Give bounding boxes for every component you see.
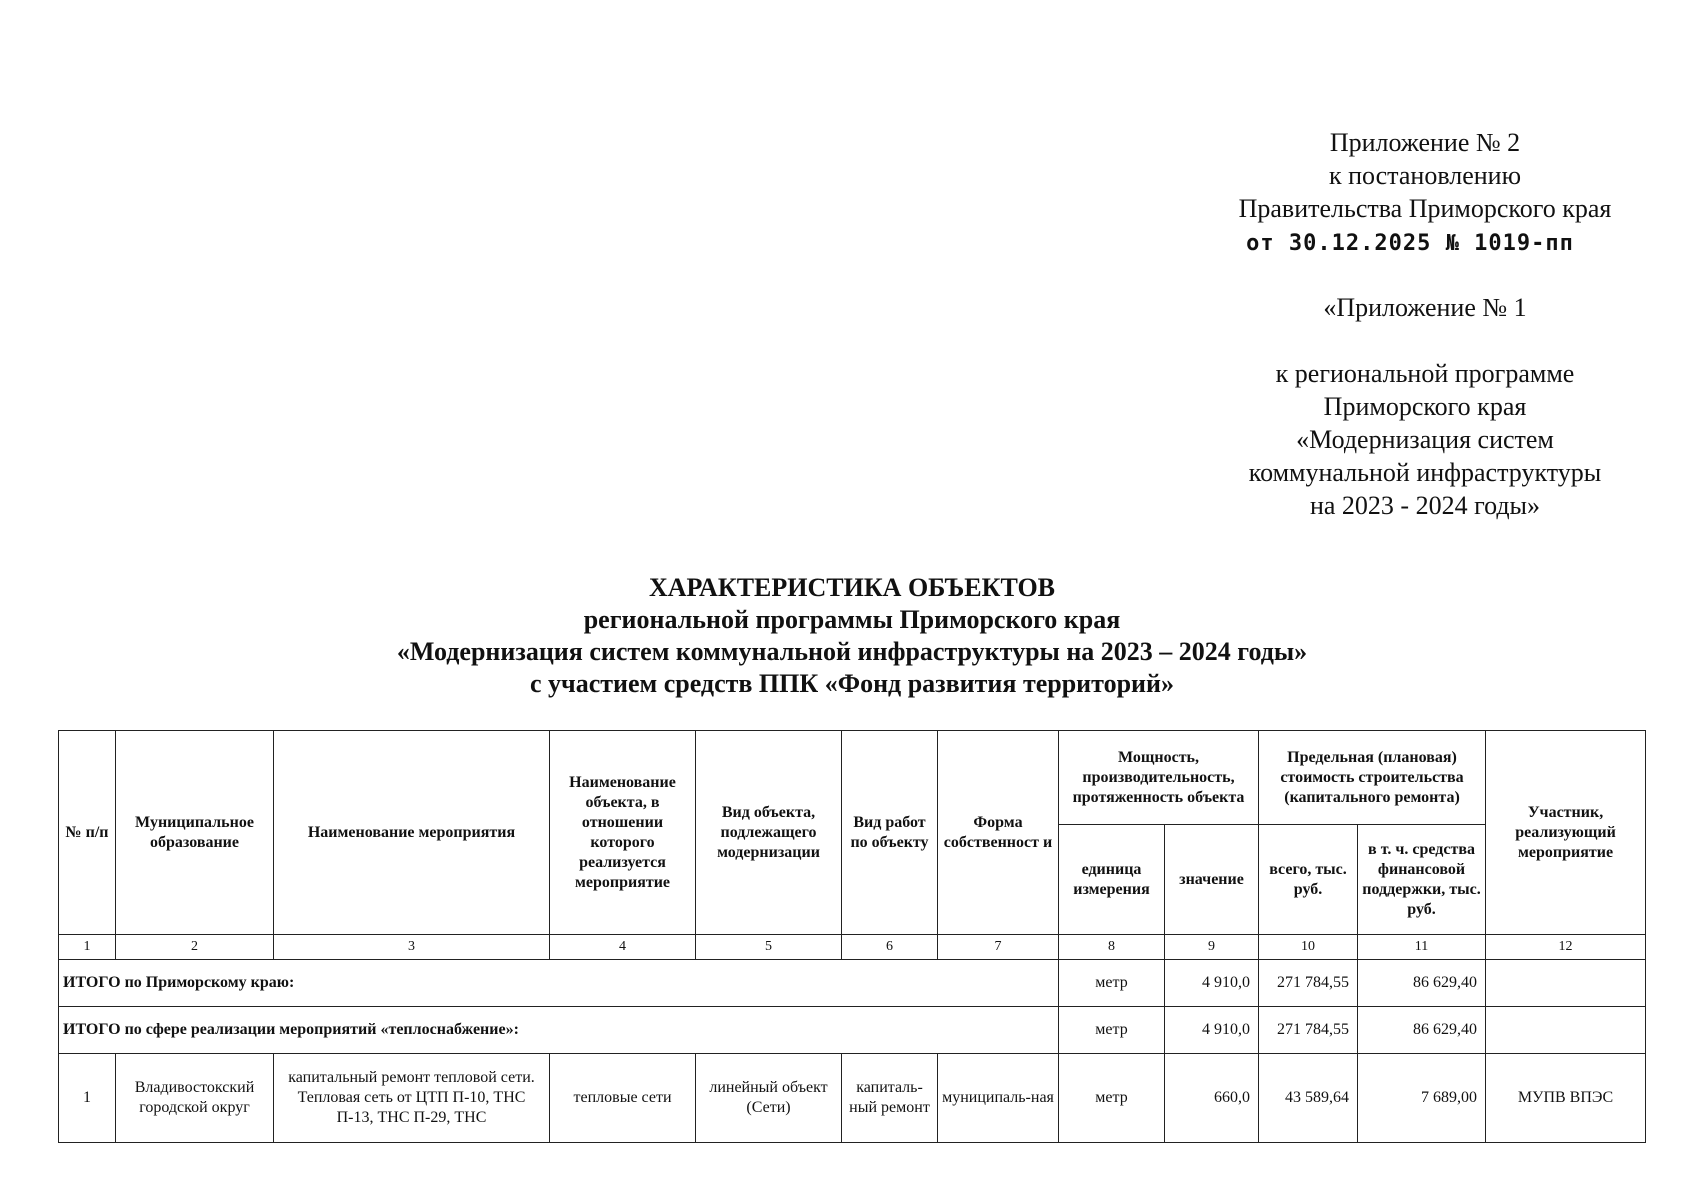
appendix-line: Приложение № 2 <box>1329 128 1521 157</box>
header-cost-total: всего, тыс. руб. <box>1259 825 1358 935</box>
column-number: 9 <box>1165 935 1259 960</box>
title-line: с участием средств ППК «Фонд развития территорий» <box>529 669 1175 698</box>
appendix-line: Приморского края <box>1323 392 1527 421</box>
objects-table <box>58 730 1646 1143</box>
appendix-line: к региональной программе <box>1275 359 1575 388</box>
header-municipality: Муниципальное образование <box>116 731 274 935</box>
column-number: 12 <box>1486 935 1646 960</box>
header-unit: единица измерения <box>1059 825 1165 935</box>
row-participant: МУПВ ВПЭС <box>1486 1054 1646 1143</box>
column-number: 1 <box>59 935 116 960</box>
column-number: 5 <box>696 935 842 960</box>
title-line: региональной программы Приморского края <box>583 605 1121 634</box>
appendix-line: Правительства Приморского края <box>1238 194 1612 223</box>
column-number: 6 <box>842 935 938 960</box>
appendix-line: к постановлению <box>1328 161 1522 190</box>
row-measure: капитальный ремонт тепловой сети. Тепловая сеть от ЦТП П-10, ТНС П-13, ТНС П-29, ТНС <box>274 1054 550 1143</box>
total-unit: метр <box>1059 1007 1165 1054</box>
title-line: «Модернизация систем коммунальной инфраструктуры на 2023 – 2024 годы» <box>396 637 1308 666</box>
title-line: ХАРАКТЕРИСТИКА ОБЪЕКТОВ <box>648 573 1056 602</box>
row-object-name: тепловые сети <box>550 1054 696 1143</box>
header-object-type: Вид объекта, подлежащего модернизации <box>696 731 842 935</box>
column-number: 7 <box>938 935 1059 960</box>
total-participant <box>1486 1007 1646 1054</box>
header-measure: Наименование мероприятия <box>274 731 550 935</box>
header-value: значение <box>1165 825 1259 935</box>
table-row <box>59 1054 1646 1143</box>
total-row-heating <box>59 1007 1646 1054</box>
header-cost-support: в т. ч. средства финансовой поддержки, тыс. руб. <box>1358 825 1486 935</box>
total-label: ИТОГО по сфере реализации мероприятий «теплоснабжение»: <box>59 1007 1059 1054</box>
total-cost: 271 784,55 <box>1259 960 1358 1007</box>
appendix-header <box>1200 126 1650 260</box>
column-number: 4 <box>550 935 696 960</box>
total-participant <box>1486 960 1646 1007</box>
row-unit: метр <box>1059 1054 1165 1143</box>
header-ownership: Форма собственност и <box>938 731 1059 935</box>
total-support: 86 629,40 <box>1358 1007 1486 1054</box>
row-cost-support: 7 689,00 <box>1358 1054 1486 1143</box>
total-value: 4 910,0 <box>1165 1007 1259 1054</box>
column-number: 3 <box>274 935 550 960</box>
column-number: 2 <box>116 935 274 960</box>
row-work-type: капиталь-ный ремонт <box>842 1054 938 1143</box>
header-work-type: Вид работ по объекту <box>842 731 938 935</box>
total-cost: 271 784,55 <box>1259 1007 1358 1054</box>
appendix-sub-header <box>1200 291 1650 324</box>
appendix-line: коммунальной инфраструктуры <box>1248 458 1602 487</box>
row-num: 1 <box>59 1054 116 1143</box>
column-number-row <box>59 935 1646 960</box>
column-number: 11 <box>1358 935 1486 960</box>
appendix-line: «Модернизация систем <box>1296 425 1554 454</box>
total-unit: метр <box>1059 960 1165 1007</box>
program-reference <box>1200 357 1650 522</box>
total-value: 4 910,0 <box>1165 960 1259 1007</box>
header-num: № п/п <box>59 731 116 935</box>
header-cost: Предельная (плановая) стоимость строительства (капитального ремонта) <box>1259 731 1486 825</box>
column-number: 10 <box>1259 935 1358 960</box>
row-value: 660,0 <box>1165 1054 1259 1143</box>
column-number: 8 <box>1059 935 1165 960</box>
document-title <box>0 572 1704 700</box>
total-support: 86 629,40 <box>1358 960 1486 1007</box>
row-municipality: Владивостокский городской округ <box>116 1054 274 1143</box>
row-ownership: муниципаль-ная <box>938 1054 1059 1143</box>
resolution-number: от 30.12.2025 № 1019-пп <box>1246 231 1574 256</box>
total-row-region <box>59 960 1646 1007</box>
total-label: ИТОГО по Приморскому краю: <box>59 960 1059 1007</box>
row-object-type: линейный объект (Сети) <box>696 1054 842 1143</box>
header-object-name: Наименование объекта, в отношении которого реализуется мероприятие <box>550 731 696 935</box>
header-participant: Участник, реализующий мероприятие <box>1486 731 1646 935</box>
row-cost-total: 43 589,64 <box>1259 1054 1358 1143</box>
header-capacity: Мощность, производительность, протяженность объекта <box>1059 731 1259 825</box>
appendix-line: «Приложение № 1 <box>1323 293 1527 322</box>
appendix-line: на 2023 - 2024 годы» <box>1309 491 1541 520</box>
